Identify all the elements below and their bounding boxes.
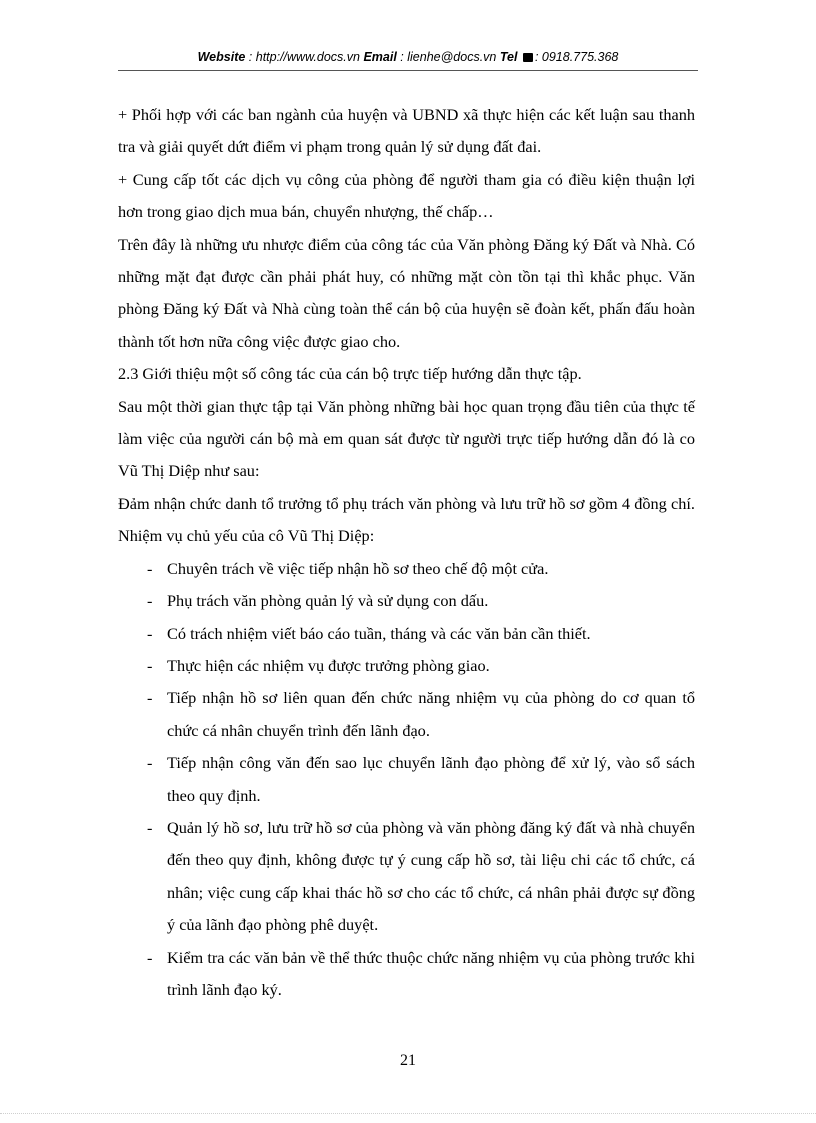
list-item-text: Kiểm tra các văn bản về thể thức thuộc chức năng nhiệm vụ của phòng trước khi trình lãnh đạo ký. <box>167 947 695 999</box>
list-item-text: Tiếp nhận hồ sơ liên quan đến chức năng nhiệm vụ của phòng do cơ quan tổ chức cá nhân chuyển trình đến lãnh đạo. <box>167 688 695 740</box>
list-item-text: Thực hiện các nhiệm vụ được trưởng phòng giao. <box>167 655 490 675</box>
page-bottom-border <box>0 1113 816 1114</box>
list-bullet: - <box>147 947 153 967</box>
page-number: 21 <box>400 1052 416 1069</box>
paragraph: + Phối hợp với các ban ngành của huyện và UBND xã thực hiện các kết luận sau thanh tra và giải quyết dứt điểm vi phạm trong quản lý sử dụng đất đai. <box>118 105 695 157</box>
list-item-text: Có trách nhiệm viết báo cáo tuần, tháng và các văn bản cần thiết. <box>167 623 591 643</box>
paragraph: + Cung cấp tốt các dịch vụ công của phòng để người tham gia có điều kiện thuận lợi hơn trong giao dịch mua bán, chuyển nhượng, thế chấp… <box>118 169 695 222</box>
list-item <box>118 618 695 650</box>
list-item <box>118 585 695 617</box>
paragraph: Sau một thời gian thực tập tại Văn phòng những bài học quan trọng đầu tiên của thực tế làm việc của người cán bộ mà em quan sát được từ người trực tiếp hướng dẫn đó là co Vũ Thị Diệp như sau: <box>118 396 695 481</box>
list-bullet: - <box>147 558 153 578</box>
list-item <box>118 812 695 942</box>
list-bullet: - <box>147 623 153 643</box>
phone-icon <box>523 53 533 62</box>
list-item <box>118 682 695 747</box>
list-item-text: Phụ trách văn phòng quản lý và sử dụng con dấu. <box>167 591 489 611</box>
list-item-text: Chuyên trách về việc tiếp nhận hồ sơ theo chế độ một cửa. <box>167 558 549 578</box>
header-rule <box>118 70 698 71</box>
list-item <box>118 942 695 1007</box>
list-bullet: - <box>147 688 153 708</box>
email-label: Email <box>363 50 397 64</box>
email-value[interactable]: : lienhe@docs.vn <box>400 50 497 64</box>
list-bullet: - <box>147 753 153 773</box>
list-item <box>118 553 695 585</box>
section-heading: 2.3 Giới thiệu một số công tác của cán bộ trực tiếp hướng dẫn thực tập. <box>118 364 582 384</box>
paragraph: Trên đây là những ưu nhược điểm của công tác của Văn phòng Đăng ký Đất và Nhà. Có những mặt đạt được cần phải phát huy, có những mặt còn tồn tại thì khắc phục. Văn phòng Đăng ký Đất và Nhà cùng toàn thể cán bộ của huyện sẽ đoàn kết, phấn đấu hoàn thành tốt hơn nữa công việc được giao cho. <box>118 234 695 351</box>
tel-label: Tel <box>499 50 518 64</box>
paragraph: Đảm nhận chức danh tổ trưởng tổ phụ trách văn phòng và lưu trữ hồ sơ gồm 4 đồng chí. Nhiệm vụ chủ yếu của cô Vũ Thị Diệp: <box>118 493 695 546</box>
list-item <box>118 650 695 682</box>
list-bullet: - <box>147 655 153 675</box>
website-value[interactable]: : http://www.docs.vn <box>248 50 360 64</box>
list-item <box>118 747 695 812</box>
document-body <box>118 99 695 1006</box>
list-item-text: Quản lý hồ sơ, lưu trữ hồ sơ của phòng và văn phòng đăng ký đất và nhà chuyển đến theo quy định, không được tự ý cung cấp hồ sơ, tài liệu chi các tổ chức, cá nhân; việc cung cấp khai thác hồ sơ cho các tổ chức, cá nhân phải được sự đồng ý của lãnh đạo phòng phê duyệt. <box>167 817 695 935</box>
page-header <box>118 50 698 64</box>
list-bullet: - <box>147 817 153 837</box>
tel-value: : 0918.775.368 <box>534 50 619 64</box>
list-item-text: Tiếp nhận công văn đến sao lục chuyển lãnh đạo phòng để xử lý, vào sổ sách theo quy định. <box>167 753 695 805</box>
list-bullet: - <box>147 591 153 611</box>
website-label: Website <box>197 50 246 64</box>
